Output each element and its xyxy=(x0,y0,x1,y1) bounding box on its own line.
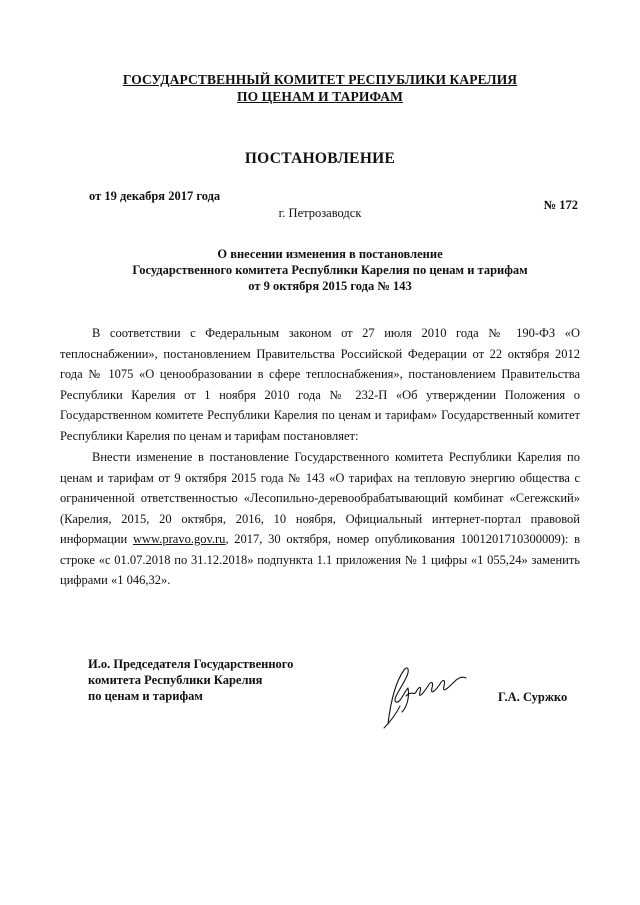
signer-position-line2: комитета Республики Карелия xyxy=(88,673,263,687)
body-paragraph-preamble: В соответствии с Федеральным законом от 27 июля 2010 года № 190-ФЗ «О теплоснабжении», постановлением Правительства Российской Федерации от 22 октября 2012 года № 1075 «О ценообразовании в сфере теплоснабжения», постановлением Правительства Республики Карелия от 1 ноября 2010 года № 232-П «Об утверждении Положения о Государственном комитете Республики Карелия по ценам и тарифам» Государственный комитет Республики Карелия по ценам и тарифам постановляет: xyxy=(60,326,580,443)
subject-line2: Государственного комитета Республики Карелия по ценам и тарифам xyxy=(132,263,528,277)
document-city: г. Петрозаводск xyxy=(278,206,362,220)
document-number: № 172 xyxy=(543,198,578,212)
subject-line1: О внесении изменения в постановление xyxy=(217,247,443,261)
signer-position xyxy=(88,656,293,704)
signer-position-line3: по ценам и тарифам xyxy=(88,689,203,703)
resolution-text-end: , 2017, 30 октября, номер опубликования 1001201710300009): в строке «с 01.07.2018 по 31.12.2018» подпункта 1.1 приложения № 1 цифры «1 055,24» заменить цифрами «1 046,32». xyxy=(60,532,580,587)
subject-line3: от 9 октября 2015 года № 143 xyxy=(248,279,412,293)
document-subject xyxy=(80,246,580,294)
document-body xyxy=(60,323,580,591)
signer-position-line1: И.о. Председателя Государственного xyxy=(88,657,294,671)
handwritten-signature xyxy=(370,662,470,732)
signer-name: Г.А. Суржко xyxy=(498,690,568,704)
org-name-line2: ПО ЦЕНАМ И ТАРИФАМ xyxy=(237,89,403,104)
pravo-link[interactable]: www.pravo.gov.ru xyxy=(132,532,226,546)
document-date: от 19 декабря 2017 года xyxy=(89,189,221,203)
resolution-text-start: Внести изменение в постановление Государственного комитета Республики Карелия по ценам и тарифам от 9 октября 2015 года № 143 «О тарифах на тепловую энергию общества с ограниченной ответственностью «Лесопильно-деревообрабатывающий комбинат «Сегежский» (Карелия, 2015, 20 октября, 2016, 10 ноября, Официальный интернет-портал правовой информации xyxy=(60,450,580,546)
document-title: ПОСТАНОВЛЕНИЕ xyxy=(244,150,396,167)
body-paragraph-resolution xyxy=(60,447,580,591)
org-name-line1: ГОСУДАРСТВЕННЫЙ КОМИТЕТ РЕСПУБЛИКИ КАРЕЛИЯ xyxy=(122,72,518,87)
